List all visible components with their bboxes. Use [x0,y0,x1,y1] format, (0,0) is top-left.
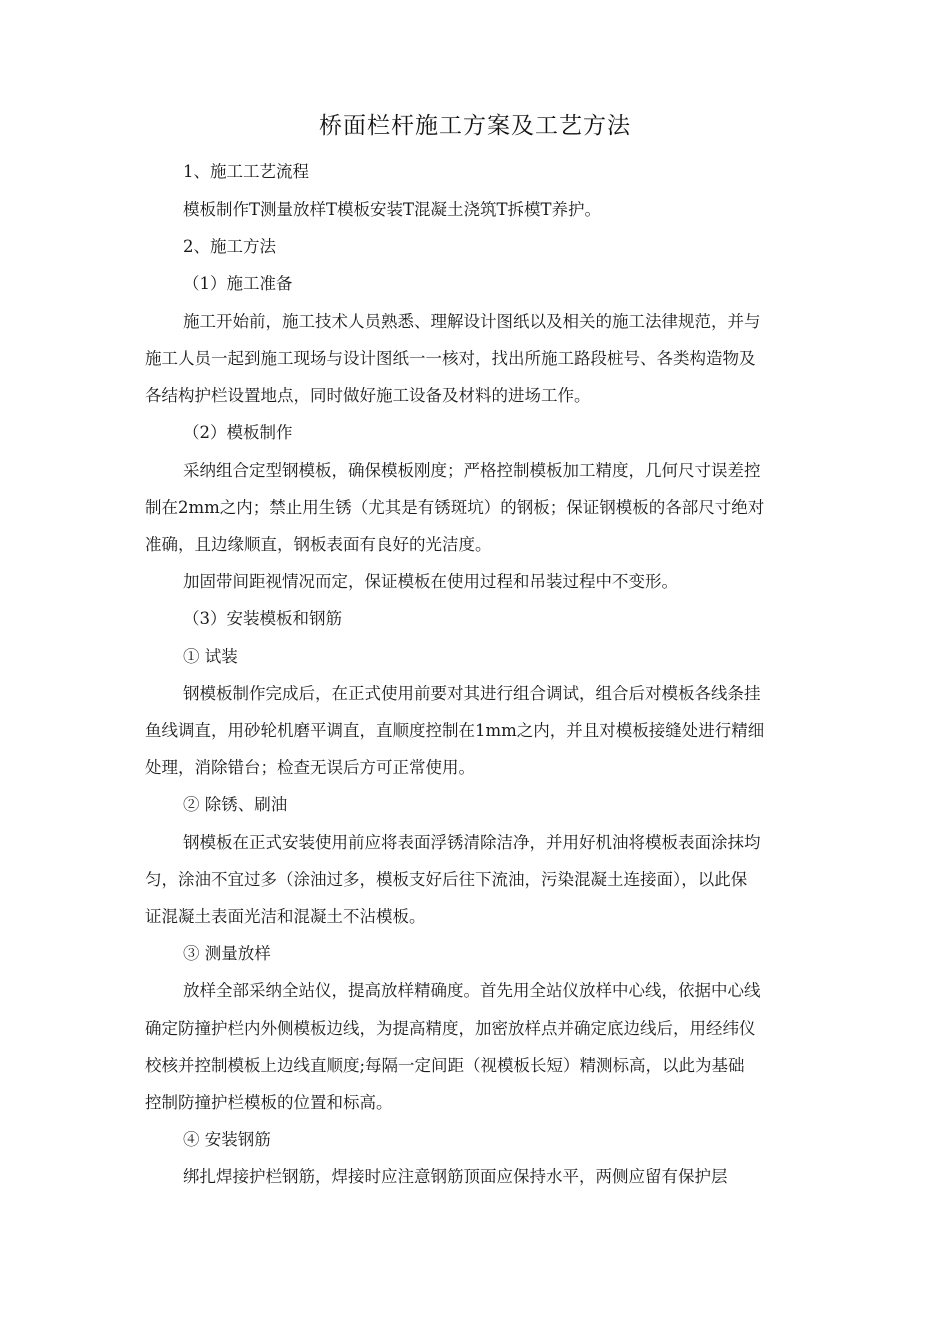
paragraph-line: 确定防撞护栏内外侧模板边线，为提高精度，加密放样点并确定底边线后，用经纬仪 [145,1019,756,1038]
paragraph-line: 准确，且边缘顺直，钢板表面有良好的光洁度。 [145,535,492,554]
section-heading: 1、施工工艺流程 [183,162,309,181]
paragraph-line: 鱼线调直，用砂轮机磨平调直，直顺度控制在1mm之内，并且对模板接缝处进行精细 [145,721,765,740]
paragraph-line: 放样全部采纳全站仪，提高放样精确度。首先用全站仪放样中心线，依据中心线 [183,981,761,1000]
subsection-heading: （3）安装模板和钢筋 [183,609,342,628]
subsection-heading: （1）施工准备 [183,274,293,293]
paragraph-line: 匀，涂油不宜过多（涂油过多，模板支好后往下流油，污染混凝土连接面），以此保 [145,870,748,889]
paragraph-line: 制在2mm之内；禁止用生锈（尤其是有锈斑坑）的钢板；保证钢模板的各部尺寸绝对 [145,498,765,517]
paragraph-line: 采纳组合定型钢模板，确保模板刚度；严格控制模板加工精度，几何尺寸误差控 [183,461,761,480]
paragraph-line: 绑扎焊接护栏钢筋，焊接时应注意钢筋顶面应保持水平，两侧应留有保护层 [183,1167,728,1186]
paragraph-line: 钢模板制作完成后，在正式使用前要对其进行组合调试，组合后对模板各线条挂 [183,684,761,703]
paragraph-line: 加固带间距视情况而定，保证模板在使用过程和吊装过程中不变形。 [183,572,678,591]
paragraph-line: 钢模板在正式安装使用前应将表面浮锈清除洁净，并用好机油将模板表面涂抹均 [183,833,761,852]
paragraph-line: 控制防撞护栏模板的位置和标高。 [145,1093,393,1112]
paragraph-line: 处理，消除错台；检查无误后方可正常使用。 [145,758,475,777]
paragraph-line: 证混凝土表面光洁和混凝土不沾模板。 [145,907,426,926]
paragraph-line: 模板制作T测量放样T模板安装T混凝土浇筑T拆模T养护。 [183,200,602,219]
paragraph-line: 校核并控制模板上边线直顺度;每隔一定间距（视模板长短）精测标高，以此为基础 [145,1056,745,1075]
document-title: 桥面栏杆施工方案及工艺方法 [319,113,631,139]
subsection-heading: （2）模板制作 [183,423,293,442]
paragraph-line: 施工开始前，施工技术人员熟悉、理解设计图纸以及相关的施工法律规范，并与 [183,312,761,331]
section-heading: 2、施工方法 [183,237,276,256]
item-heading: ④ 安装钢筋 [183,1130,271,1149]
paragraph-line: 各结构护栏设置地点，同时做好施工设备及材料的进场工作。 [145,386,591,405]
paragraph-line: 施工人员一起到施工现场与设计图纸一一核对，找出所施工路段桩号、各类构造物及 [145,349,756,368]
item-heading: ① 试装 [183,647,238,666]
item-heading: ③ 测量放样 [183,944,271,963]
item-heading: ② 除锈、刷油 [183,795,288,814]
